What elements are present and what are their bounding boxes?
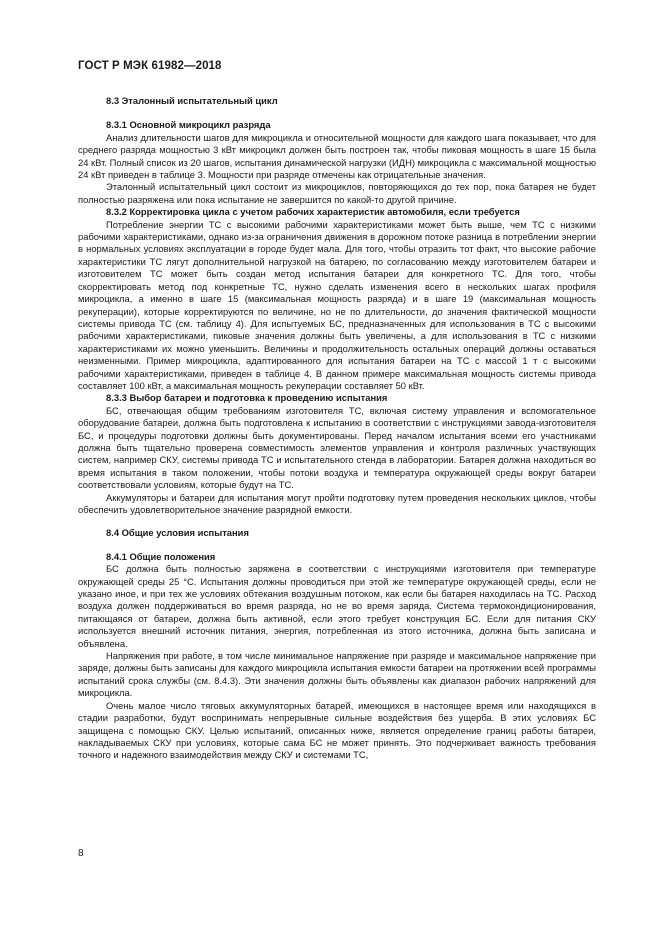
section-heading-8-4-1: 8.4.1 Общие положения [106,550,216,562]
paragraph: Напряжения при работе, в том числе минимальное напряжение при разряде и максимальное напряжение при заряде, должны быть записаны для каждого микроцикла испытания емкости батареи на протяжении всей программы испытаний срока службы (см. 8.4.3). Эти значения должны быть объявлены как диапазон рабочих напряжений для микроцикла. [78,650,596,699]
paragraph: Очень малое число тяговых аккумуляторных батарей, имеющихся в настоящее время или находящихся в стадии разработки, будут воспринимать непрерывные сильные воздействия без ущерба. В этих условиях БС защищена с помощью СКУ. Целью испытаний, описанных ниже, является определение границ работы батареи, накладываемых СКУ при условиях, которые сама БС не может принять. Это подчеркивает важность требования точного и надежного взаимодействия между СКУ и системами ТС, [78,699,596,761]
section-heading-8-3-2: 8.3.2 Корректировка цикла с учетом рабочих характеристик автомобиля, если требуется [106,206,520,218]
paragraph: БС, отвечающая общим требованиям изготовителя ТС, включая систему управления и вспомогательное оборудование батареи, должна быть подготовлена к испытанию в соответствии с инструкциями завода-изготовителя БС, и процедуры подготовки должны быть документированы. Перед началом испытания всеми его участниками должна быть тщательно проверена совместимость элементов управления и контроля различных участвующих систем, например СКУ, системы привода ТС и испытательного стенда в лаборатории. Батарея должна находиться во время испытания в таком положении, чтобы потоки воздуха и температура окружающей среды вокруг батареи соответствовали условиям, которые будут на ТС. [78,404,596,491]
section-heading-8-3-1: 8.3.1 Основной микроцикл разряда [106,119,271,131]
paragraph: Потребление энергии ТС с высокими рабочими характеристиками может быть выше, чем ТС с низкими рабочими характеристиками, однако из-за ограничения движения в дорожном потоке разница в потреблении энергии в нормальных условиях эксплуатации в городе будет мала. Для того, чтобы отразить тот факт, что высокие рабочие характеристики ТС лягут дополнительной нагрузкой на батарею, по согласованию между изготовителем батареи и изготовителем ТС может быть создан метод испытания батареи для конкретного ТС. Для того, чтобы скорректировать метод под конкретные ТС, нужно сделать изменения всего в нескольких шагах профиля микроцикла, а именно в шаге 15 (максимальная мощность разряда) и в шаге 19 (максимальная мощность рекуперации), которые корректируются по величине, но не по длительности, до значения фактической мощности системы привода ТС (см. таблицу 4). Для испытуемых БС, предназначенных для использования в ТС с высокими рабочими характеристиками, пиковые значения должны быть увеличены, а для использования в ТС с низкими характеристиками их можно уменьшить. Величины и продолжительность остальных операций должны оставаться неизменными. Пример микроцикла, адаптированного для испытания батареи на ТС с массой 1 т с высокими рабочими характеристиками, приведен в таблице 4. В данном примере максимальная мощность системы привода составляет 100 кВт, а максимальная мощность рекуперации составляет 50 кВт. [78,218,596,391]
document-body [78,88,596,762]
page-number: 8 [78,848,84,859]
paragraph: БС должна быть полностью заряжена в соответствии с инструкциями изготовителя при температуре окружающей среды 25 °С. Испытания должны проводиться при этой же температуре окружающей среды, если не указано иное, и при тех же условиях обтекания воздушным потоком, как если бы батарея находилась на ТС. Расход воздуха должен поддерживаться во время разряда, но не во время заряда. Система термокондиционирования, питающаяся от батареи, должна быть активной, если этого требует конструкция БС. Если для питания СКУ используется внешний источник питания, энергия, потребленная из этого источника, должна быть записана и объявлена. [78,563,596,649]
document-header: ГОСТ Р МЭК 61982—2018 [78,60,222,72]
section-heading-8-3-3: 8.3.3 Выбор батареи и подготовка к проведению испытания [106,392,388,404]
paragraph: Анализ длительности шагов для микроцикла и относительной мощности для каждого шага показывает, что для среднего разряда мощностью 3 кВт микроцикл должен быть построен так, чтобы пиковая мощность в шаге 15 была 24 кВт. Полный список из 20 шагов, испытания динамической нагрузки (ИДН) микроцикла с максимальной мощностью 24 кВт приведен в таблице 3. Мощности при разряде отмечены как отрицательные значения. [78,131,596,181]
section-heading-8-3: 8.3 Эталонный испытательный цикл [106,95,278,106]
section-heading-8-4: 8.4 Общие условия испытания [106,527,249,539]
paragraph: Эталонный испытательный цикл состоит из микроциклов, повторяющихся до тех пор, пока батарея не будет полностью разряжена или пока испытание не завершится по какой-то другой причине. [78,181,596,205]
paragraph: Аккумуляторы и батареи для испытания могут пройти подготовку путем проведения нескольких циклов, чтобы обеспечить удовлетворительное значение разрядной емкости. [78,491,596,515]
